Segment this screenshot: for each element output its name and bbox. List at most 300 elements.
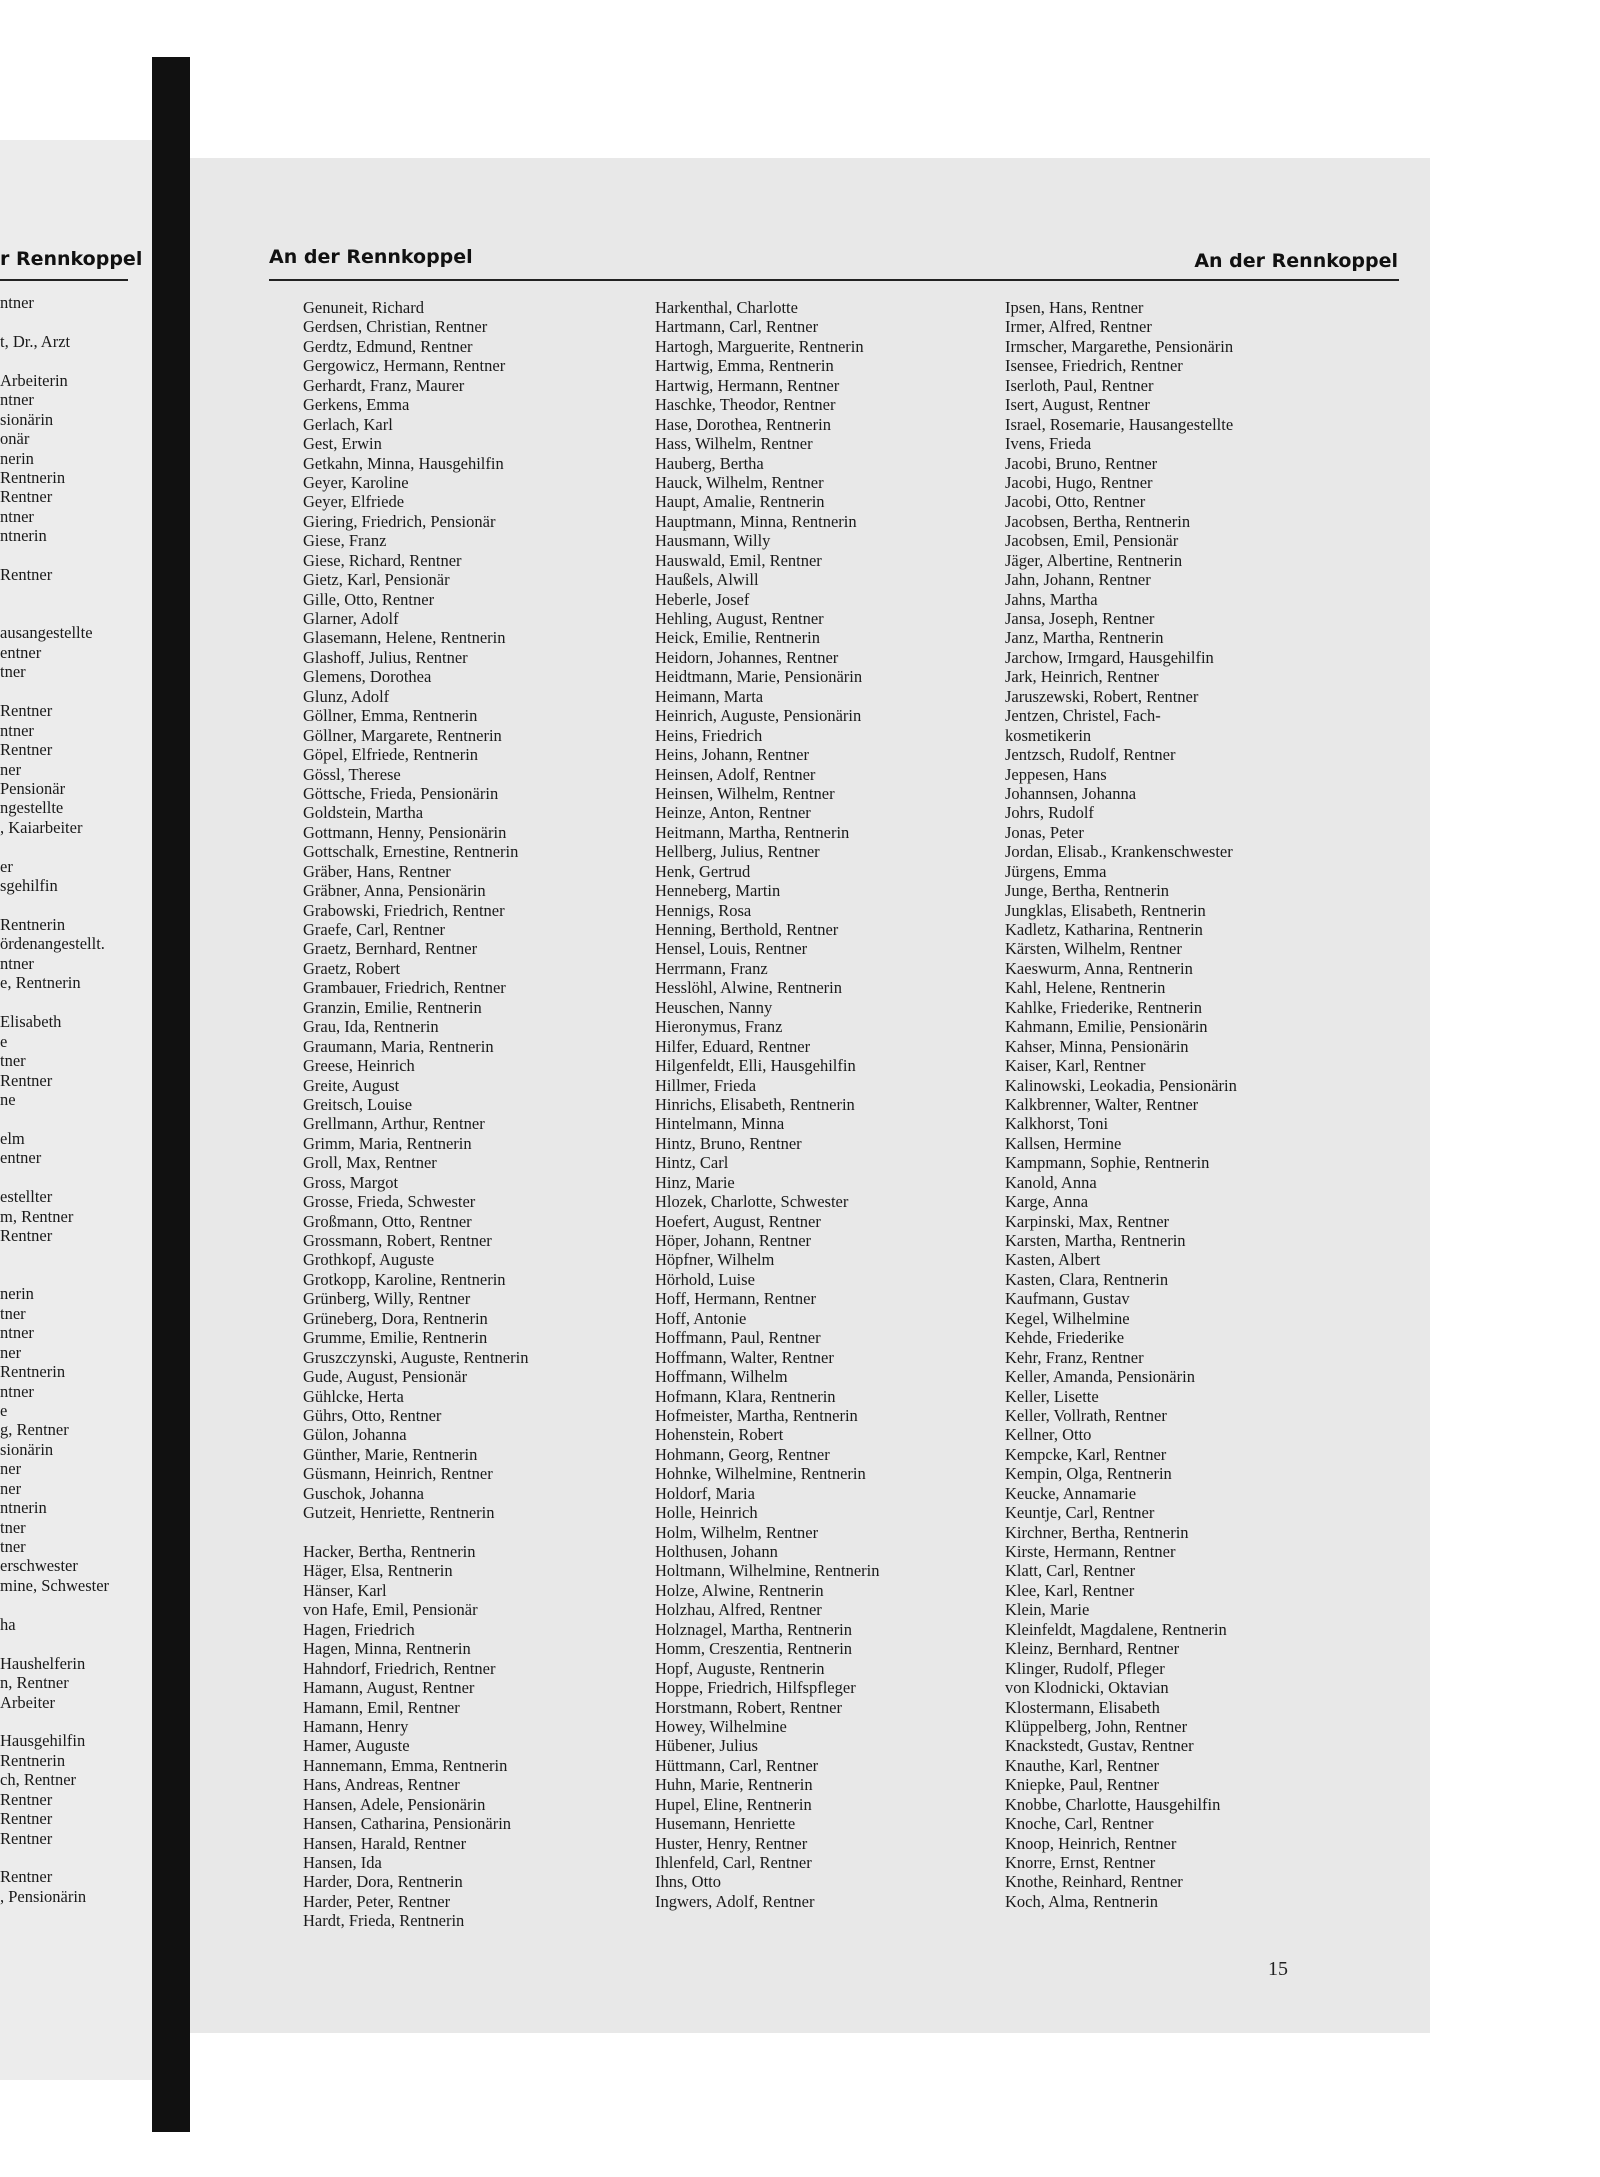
resident-entry: Hoffmann, Wilhelm	[655, 1367, 788, 1387]
resident-entry: Klein, Marie	[1005, 1600, 1090, 1620]
resident-entry: Haupt, Amalie, Rentnerin	[655, 492, 825, 512]
resident-entry: Hofmeister, Martha, Rentnerin	[655, 1405, 858, 1425]
resident-entry: Knackstedt, Gustav, Rentner	[1005, 1736, 1194, 1756]
resident-entry: Jacobi, Hugo, Rentner	[1005, 472, 1153, 492]
resident-entry: Göttsche, Frieda, Pensionärin	[303, 783, 499, 803]
resident-entry: Ipsen, Hans, Rentner	[1005, 298, 1144, 317]
resident-entry: Jahn, Johann, Rentner	[1005, 570, 1151, 590]
resident-entry: Heins, Friedrich	[655, 725, 763, 745]
resident-entry: Hans, Andreas, Rentner	[303, 1775, 460, 1795]
directory-page	[190, 158, 1430, 2033]
left-page-line: ner	[0, 1342, 22, 1362]
resident-entry: Huster, Henry, Rentner	[655, 1833, 808, 1853]
resident-entry: Jungklas, Elisabeth, Rentnerin	[1005, 900, 1206, 920]
left-page-line: entner	[0, 642, 42, 662]
resident-entry: Irmscher, Margarethe, Pensionärin	[1005, 336, 1234, 356]
resident-entry: Keller, Lisette	[1005, 1386, 1099, 1406]
resident-entry: Holze, Alwine, Rentnerin	[655, 1580, 824, 1600]
resident-entry: Kniepke, Paul, Rentner	[1005, 1775, 1159, 1795]
resident-entry: Kleinfeldt, Magdalene, Rentnerin	[1005, 1619, 1227, 1639]
resident-entry: Jacobi, Otto, Rentner	[1005, 492, 1146, 512]
resident-entry: Graumann, Maria, Rentnerin	[303, 1036, 494, 1056]
resident-entry: Klostermann, Elisabeth	[1005, 1697, 1160, 1717]
resident-entry: Keller, Vollrath, Rentner	[1005, 1405, 1167, 1425]
left-page-line: Rentner	[0, 701, 53, 721]
resident-entry: Hupel, Eline, Rentnerin	[655, 1794, 812, 1814]
resident-entry: Hardt, Frieda, Rentnerin	[303, 1911, 465, 1931]
resident-entry: Hensel, Louis, Rentner	[655, 939, 808, 959]
resident-entry: Hlozek, Charlotte, Schwester	[655, 1192, 849, 1212]
left-page-line: elm	[0, 1128, 25, 1148]
resident-entry: Hahndorf, Friedrich, Rentner	[303, 1658, 496, 1678]
left-page-line: Rentnerin	[0, 1750, 66, 1770]
resident-entry: Jonas, Peter	[1005, 822, 1084, 842]
resident-entry: Henning, Berthold, Rentner	[655, 920, 839, 939]
resident-entry: Hansen, Harald, Rentner	[303, 1833, 467, 1853]
resident-entry: Hoffmann, Walter, Rentner	[655, 1347, 834, 1367]
resident-entry: Graetz, Robert	[303, 958, 401, 978]
resident-entry: Herrmann, Franz	[655, 958, 768, 978]
resident-entry: Kadletz, Katharina, Rentnerin	[1005, 920, 1203, 939]
resident-entry: Knobbe, Charlotte, Hausgehilfin	[1005, 1794, 1221, 1814]
left-page-line: ner	[0, 1459, 22, 1479]
resident-entry: Hesslöhl, Alwine, Rentnerin	[655, 978, 842, 998]
resident-entry: Jahns, Martha	[1005, 589, 1098, 609]
resident-entry: Gutzeit, Henriette, Rentnerin	[303, 1503, 495, 1523]
resident-entry: Knoche, Carl, Rentner	[1005, 1814, 1154, 1834]
resident-entry: Großmann, Otto, Rentner	[303, 1211, 472, 1231]
resident-entry: Hansen, Catharina, Pensionärin	[303, 1814, 512, 1834]
resident-entry: Jaruszewski, Robert, Rentner	[1005, 686, 1199, 706]
resident-entry: Gerhardt, Franz, Maurer	[303, 375, 465, 395]
resident-entry: Hoff, Antonie	[655, 1308, 747, 1328]
resident-entry: Giese, Franz	[303, 531, 387, 551]
resident-entry: Kegel, Wilhelmine	[1005, 1308, 1130, 1328]
left-page-line: erschwester	[0, 1556, 78, 1576]
resident-entry: Koch, Alma, Rentnerin	[1005, 1891, 1159, 1911]
left-page-line: ntner	[0, 293, 34, 312]
resident-entry: Hamann, Emil, Rentner	[303, 1697, 460, 1717]
resident-entry: Kahlke, Friederike, Rentnerin	[1005, 997, 1203, 1017]
left-page-line: e, Rentnerin	[0, 973, 81, 993]
resident-entry: Hofmann, Klara, Rentnerin	[655, 1386, 836, 1406]
resident-entry: Glasemann, Helene, Rentnerin	[303, 628, 506, 648]
left-page-line: Rentnerin	[0, 467, 66, 487]
resident-entry: Gräber, Hans, Rentner	[303, 861, 451, 881]
resident-entry: Hagen, Minna, Rentnerin	[303, 1639, 471, 1659]
resident-entry: Jentzsch, Rudolf, Rentner	[1005, 745, 1176, 765]
resident-entry: Hehling, August, Rentner	[655, 609, 824, 628]
left-page-line: tner	[0, 662, 26, 682]
left-page-line: er	[0, 856, 13, 876]
resident-entry: Hartwig, Hermann, Rentner	[655, 375, 840, 395]
resident-entry: Kirste, Hermann, Rentner	[1005, 1542, 1176, 1561]
resident-entry: Hohnke, Wilhelmine, Rentnerin	[655, 1464, 866, 1484]
left-page-line: Rentnerin	[0, 1362, 66, 1382]
left-page-line: entner	[0, 1148, 42, 1168]
resident-entry: Grumme, Emilie, Rentnerin	[303, 1328, 488, 1348]
directory-column-2	[655, 298, 995, 1911]
resident-entry: Geyer, Elfriede	[303, 492, 405, 512]
left-page-line: Rentner	[0, 1789, 53, 1809]
resident-entry: Geyer, Karoline	[303, 472, 409, 492]
resident-entry: Hoffmann, Paul, Rentner	[655, 1328, 821, 1348]
resident-entry: Kasten, Clara, Rentnerin	[1005, 1269, 1169, 1289]
resident-entry: Hillmer, Frieda	[655, 1075, 757, 1095]
left-page-line: ausangestellte	[0, 623, 93, 643]
left-page-line: estellter	[0, 1187, 53, 1207]
left-page-line: nerin	[0, 1284, 34, 1304]
resident-entry: Göllner, Margarete, Rentnerin	[303, 725, 502, 745]
resident-entry: Horstmann, Robert, Rentner	[655, 1697, 842, 1717]
resident-entry: Kasten, Albert	[1005, 1250, 1101, 1270]
resident-entry: Kalkhorst, Toni	[1005, 1114, 1109, 1134]
resident-entry: Kallsen, Hermine	[1005, 1133, 1122, 1153]
resident-entry: Heberle, Josef	[655, 589, 750, 609]
resident-entry: Grosse, Frieda, Schwester	[303, 1192, 476, 1212]
resident-entry: Holle, Heinrich	[655, 1503, 758, 1523]
resident-entry: Holtmann, Wilhelmine, Rentnerin	[655, 1561, 880, 1581]
resident-entry: Hänser, Karl	[303, 1580, 387, 1600]
left-page-line: ntner	[0, 390, 34, 410]
resident-entry: Hauswald, Emil, Rentner	[655, 550, 822, 570]
resident-entry: Grellmann, Arthur, Rentner	[303, 1114, 485, 1134]
resident-entry: Hansen, Adele, Pensionärin	[303, 1794, 486, 1814]
left-page-line: g, Rentner	[0, 1420, 69, 1440]
resident-entry: Gottschalk, Ernestine, Rentnerin	[303, 842, 519, 862]
running-header-right: An der Rennkoppel	[1194, 250, 1398, 272]
resident-entry: Göllner, Emma, Rentnerin	[303, 706, 478, 726]
resident-entry: Ingwers, Adolf, Rentner	[655, 1891, 815, 1911]
resident-entry: Kalkbrenner, Walter, Rentner	[1005, 1094, 1199, 1114]
resident-entry: Haußels, Alwill	[655, 570, 759, 590]
left-page-rule	[0, 279, 128, 281]
resident-entry: Hamer, Auguste	[303, 1736, 410, 1756]
resident-entry: Glemens, Dorothea	[303, 667, 432, 687]
resident-entry: Harder, Peter, Rentner	[303, 1891, 451, 1911]
resident-entry: Hellberg, Julius, Rentner	[655, 842, 820, 862]
resident-entry: Heinsen, Adolf, Rentner	[655, 764, 816, 784]
resident-entry: Grau, Ida, Rentnerin	[303, 1017, 439, 1037]
resident-entry: Haschke, Theodor, Rentner	[655, 395, 836, 415]
resident-entry: Ivens, Frieda	[1005, 434, 1092, 454]
page-number: 15	[1268, 1958, 1288, 1980]
resident-entry: Jeppesen, Hans	[1005, 764, 1107, 784]
resident-entry: Hüttmann, Carl, Rentner	[655, 1755, 819, 1775]
left-page-line: ntner	[0, 1381, 34, 1401]
resident-entry: Jäger, Albertine, Rentnerin	[1005, 550, 1183, 570]
resident-entry: Grünberg, Willy, Rentner	[303, 1289, 471, 1309]
resident-entry: Kampmann, Sophie, Rentnerin	[1005, 1153, 1210, 1173]
resident-entry: Güsmann, Heinrich, Rentner	[303, 1464, 493, 1484]
resident-entry: Heinsen, Wilhelm, Rentner	[655, 783, 835, 803]
left-page-line: sgehilfin	[0, 876, 58, 896]
resident-entry: Keuntje, Carl, Rentner	[1005, 1503, 1155, 1523]
resident-entry: Karsten, Martha, Rentnerin	[1005, 1231, 1186, 1250]
resident-entry: Johannsen, Johanna	[1005, 783, 1137, 803]
left-page-line: n, Rentner	[0, 1673, 69, 1693]
left-page-line: nerin	[0, 448, 34, 468]
resident-entry: Goldstein, Martha	[303, 803, 424, 823]
resident-entry: Kaeswurm, Anna, Rentnerin	[1005, 958, 1193, 978]
resident-entry: Günther, Marie, Rentnerin	[303, 1444, 478, 1464]
left-page-line: tner	[0, 1051, 26, 1071]
header-rule	[269, 279, 1399, 281]
resident-entry: Gille, Otto, Rentner	[303, 589, 435, 609]
resident-entry: Henk, Gertrud	[655, 861, 751, 881]
resident-entry: Heinrich, Auguste, Pensionärin	[655, 706, 862, 726]
resident-entry: Heidorn, Johannes, Rentner	[655, 647, 839, 667]
running-header-left: An der Rennkoppel	[269, 246, 473, 268]
left-page-line: mine, Schwester	[0, 1575, 110, 1595]
left-page-line: ntnerin	[0, 526, 47, 546]
resident-entry: Jarchow, Irmgard, Hausgehilfin	[1005, 647, 1214, 667]
resident-entry: Kaufmann, Gustav	[1005, 1289, 1130, 1309]
left-page-header: r Rennkoppel	[0, 248, 143, 270]
resident-entry: Husemann, Henriette	[655, 1814, 796, 1834]
resident-entry: Gross, Margot	[303, 1172, 399, 1192]
left-page-line: ördenangestellt.	[0, 934, 105, 954]
resident-entry: Klinger, Rudolf, Pfleger	[1005, 1658, 1165, 1678]
resident-entry: Israel, Rosemarie, Hausangestellte	[1005, 414, 1234, 434]
resident-entry: Isensee, Friedrich, Rentner	[1005, 356, 1183, 376]
resident-entry: Giese, Richard, Rentner	[303, 550, 462, 570]
resident-entry: Hamann, August, Rentner	[303, 1678, 475, 1698]
left-page-line: Rentner	[0, 1828, 53, 1848]
resident-entry: Graefe, Carl, Rentner	[303, 920, 446, 939]
resident-entry: Heins, Johann, Rentner	[655, 745, 809, 765]
resident-entry: Gülon, Johanna	[303, 1425, 407, 1445]
resident-entry: Hoefert, August, Rentner	[655, 1211, 821, 1231]
left-page-line: ne	[0, 1089, 16, 1109]
resident-entry: Hinrichs, Elisabeth, Rentnerin	[655, 1094, 855, 1114]
resident-entry: Hennigs, Rosa	[655, 900, 752, 920]
resident-entry: Kahl, Helene, Rentnerin	[1005, 978, 1166, 998]
resident-entry: Johrs, Rudolf	[1005, 803, 1094, 823]
resident-entry: Gest, Erwin	[303, 434, 382, 454]
resident-entry: Greese, Heinrich	[303, 1056, 415, 1076]
resident-entry: Klatt, Carl, Rentner	[1005, 1561, 1136, 1581]
resident-entry: Glashoff, Julius, Rentner	[303, 647, 468, 667]
resident-entry: Hartwig, Emma, Rentnerin	[655, 356, 834, 376]
resident-entry: Huhn, Marie, Rentnerin	[655, 1775, 813, 1795]
resident-entry: Hoppe, Friedrich, Hilfspfleger	[655, 1678, 856, 1698]
resident-entry: Graetz, Bernhard, Rentner	[303, 939, 478, 959]
resident-entry: Hinz, Marie	[655, 1172, 735, 1192]
resident-entry: Granzin, Emilie, Rentnerin	[303, 997, 482, 1017]
resident-entry: Kellner, Otto	[1005, 1425, 1092, 1445]
resident-entry: Heitmann, Martha, Rentnerin	[655, 822, 850, 842]
resident-entry: Groll, Max, Rentner	[303, 1153, 437, 1173]
directory-column-3	[1005, 298, 1415, 1911]
resident-entry: Karge, Anna	[1005, 1192, 1089, 1212]
resident-entry: Hartmann, Carl, Rentner	[655, 317, 819, 337]
resident-entry: Gruszczynski, Auguste, Rentnerin	[303, 1347, 529, 1367]
left-page-line: Rentner	[0, 1809, 53, 1829]
resident-entry: Höpfner, Wilhelm	[655, 1250, 775, 1270]
left-page-line: Rentnerin	[0, 915, 66, 934]
resident-entry: Grothkopf, Auguste	[303, 1250, 435, 1270]
left-page-line: ner	[0, 759, 22, 779]
resident-entry: Knauthe, Karl, Rentner	[1005, 1755, 1159, 1775]
resident-entry: Kehde, Friederike	[1005, 1328, 1125, 1348]
resident-entry: Hauberg, Bertha	[655, 453, 764, 473]
resident-entry: Heimann, Marta	[655, 686, 764, 706]
resident-entry: Irmer, Alfred, Rentner	[1005, 317, 1152, 337]
resident-entry: Kleinz, Bernhard, Rentner	[1005, 1639, 1180, 1659]
left-page-line: ner	[0, 1478, 22, 1498]
resident-entry: Gerdtz, Edmund, Rentner	[303, 336, 473, 356]
resident-entry: kosmetikerin	[1005, 725, 1092, 745]
left-page-line: Arbeiter	[0, 1692, 55, 1712]
resident-entry: Kirchner, Bertha, Rentnerin	[1005, 1522, 1189, 1542]
resident-entry: Klüppelberg, John, Rentner	[1005, 1716, 1188, 1736]
resident-entry: Gössl, Therese	[303, 764, 401, 784]
resident-entry: Gude, August, Pensionär	[303, 1367, 468, 1387]
resident-entry: Homm, Creszentia, Rentnerin	[655, 1639, 853, 1659]
resident-entry: Henneberg, Martin	[655, 881, 781, 901]
left-page-line: tner	[0, 1517, 26, 1537]
left-page-line: ntner	[0, 506, 34, 526]
resident-entry: Kahmann, Emilie, Pensionärin	[1005, 1017, 1208, 1037]
left-page-line: tner	[0, 1303, 26, 1323]
resident-entry: Jacobsen, Bertha, Rentnerin	[1005, 511, 1191, 531]
resident-entry: Hausmann, Willy	[655, 531, 771, 551]
left-page-line: ha	[0, 1614, 16, 1634]
left-page-line: e	[0, 1400, 8, 1420]
left-page-line: Rentner	[0, 740, 53, 760]
resident-entry: Hieronymus, Franz	[655, 1017, 783, 1037]
resident-entry: Hilgenfeldt, Elli, Hausgehilfin	[655, 1056, 856, 1076]
resident-entry: Grotkopp, Karoline, Rentnerin	[303, 1269, 506, 1289]
resident-entry: Glunz, Adolf	[303, 686, 390, 706]
resident-entry: Harder, Dora, Rentnerin	[303, 1872, 463, 1892]
resident-entry: Gerdsen, Christian, Rentner	[303, 317, 488, 337]
resident-entry: Hoff, Hermann, Rentner	[655, 1289, 816, 1309]
resident-entry: Heick, Emilie, Rentnerin	[655, 628, 820, 648]
resident-entry: Kalinowski, Leokadia, Pensionärin	[1005, 1075, 1237, 1095]
book-spine	[152, 57, 190, 2132]
resident-entry: Kempcke, Karl, Rentner	[1005, 1444, 1167, 1464]
resident-entry: Hintelmann, Minna	[655, 1114, 785, 1134]
resident-entry: Gottmann, Henny, Pensionärin	[303, 822, 507, 842]
resident-entry: Greite, August	[303, 1075, 400, 1095]
resident-entry: Kanold, Anna	[1005, 1172, 1097, 1192]
resident-entry: Hohenstein, Robert	[655, 1425, 784, 1445]
resident-entry: Hintz, Bruno, Rentner	[655, 1133, 802, 1153]
resident-entry: Guschok, Johanna	[303, 1483, 424, 1503]
resident-entry: Knoop, Heinrich, Rentner	[1005, 1833, 1177, 1853]
resident-entry: Hübener, Julius	[655, 1736, 758, 1756]
resident-entry: Keller, Amanda, Pensionärin	[1005, 1367, 1195, 1387]
resident-entry: Grabowski, Friedrich, Rentner	[303, 900, 505, 920]
resident-entry: Holznagel, Martha, Rentnerin	[655, 1619, 853, 1639]
resident-entry: Göpel, Elfriede, Rentnerin	[303, 745, 479, 765]
left-page-line: Rentner	[0, 1867, 53, 1887]
resident-entry: Hannemann, Emma, Rentnerin	[303, 1755, 508, 1775]
resident-entry: Gietz, Karl, Pensionär	[303, 570, 450, 590]
resident-entry: Jentzen, Christel, Fach-	[1005, 706, 1161, 726]
left-page-line: m, Rentner	[0, 1206, 74, 1226]
resident-entry: Hass, Wilhelm, Rentner	[655, 434, 813, 454]
left-page-line: Hausgehilfin	[0, 1731, 86, 1751]
resident-entry: Holthusen, Johann	[655, 1542, 778, 1561]
resident-entry: Grimm, Maria, Rentnerin	[303, 1133, 472, 1153]
resident-entry: Grambauer, Friedrich, Rentner	[303, 978, 506, 998]
left-page-line: tner	[0, 1537, 26, 1556]
resident-entry: Hase, Dorothea, Rentnerin	[655, 414, 831, 434]
left-page-line: Elisabeth	[0, 1012, 62, 1032]
resident-entry: Gührs, Otto, Rentner	[303, 1405, 442, 1425]
resident-entry: Howey, Wilhelmine	[655, 1716, 787, 1736]
resident-entry: Heidtmann, Marie, Pensionärin	[655, 667, 863, 687]
resident-entry: Kärsten, Wilhelm, Rentner	[1005, 939, 1182, 959]
resident-entry: von Hafe, Emil, Pensionär	[303, 1600, 478, 1620]
resident-entry: Höper, Johann, Rentner	[655, 1231, 812, 1250]
resident-entry: Iserloth, Paul, Rentner	[1005, 375, 1154, 395]
resident-entry: Jordan, Elisab., Krankenschwester	[1005, 842, 1233, 862]
resident-entry: Janz, Martha, Rentnerin	[1005, 628, 1164, 648]
resident-entry: von Klodnicki, Oktavian	[1005, 1678, 1169, 1698]
resident-entry: Hörhold, Luise	[655, 1269, 755, 1289]
resident-entry: Greitsch, Louise	[303, 1094, 413, 1114]
resident-entry: Kehr, Franz, Rentner	[1005, 1347, 1144, 1367]
resident-entry: Hintz, Carl	[655, 1153, 729, 1173]
left-page-line: ntnerin	[0, 1498, 47, 1518]
resident-entry: Heinze, Anton, Rentner	[655, 803, 811, 823]
left-page-line: ntner	[0, 720, 34, 740]
left-page-line: sionärin	[0, 409, 54, 429]
resident-entry: Ihns, Otto	[655, 1872, 721, 1892]
resident-entry: Gerlach, Karl	[303, 414, 393, 434]
resident-entry: Kaiser, Karl, Rentner	[1005, 1056, 1146, 1076]
resident-entry: Hauptmann, Minna, Rentnerin	[655, 511, 857, 531]
resident-entry: Gerkens, Emma	[303, 395, 410, 415]
resident-entry	[303, 1523, 643, 1542]
resident-entry: Heuschen, Nanny	[655, 997, 773, 1017]
left-page-line: onär	[0, 429, 30, 449]
resident-entry: Holzhau, Alfred, Rentner	[655, 1600, 822, 1620]
resident-entry: Jansa, Joseph, Rentner	[1005, 609, 1155, 628]
left-page-line: Rentner	[0, 565, 53, 585]
resident-entry: Giering, Friedrich, Pensionär	[303, 511, 496, 531]
resident-entry: Hopf, Auguste, Rentnerin	[655, 1658, 825, 1678]
left-page-line: ntner	[0, 1323, 34, 1343]
resident-entry: Hauck, Wilhelm, Rentner	[655, 472, 824, 492]
left-page-line: , Pensionärin	[0, 1886, 87, 1906]
resident-entry: Jürgens, Emma	[1005, 861, 1107, 881]
resident-entry: Häger, Elsa, Rentnerin	[303, 1561, 453, 1581]
resident-entry: Hamann, Henry	[303, 1716, 409, 1736]
left-page-line: Rentner	[0, 487, 53, 507]
resident-entry: Holm, Wilhelm, Rentner	[655, 1522, 819, 1542]
resident-entry: Hagen, Friedrich	[303, 1619, 415, 1639]
left-page-line: ngestellte	[0, 798, 64, 818]
resident-entry: Hacker, Bertha, Rentnerin	[303, 1542, 476, 1561]
resident-entry: Junge, Bertha, Rentnerin	[1005, 881, 1170, 901]
directory-column-1	[303, 298, 643, 1931]
resident-entry: Hohmann, Georg, Rentner	[655, 1444, 830, 1464]
resident-entry: Ihlenfeld, Carl, Rentner	[655, 1853, 812, 1872]
left-page-line: e	[0, 1031, 8, 1051]
resident-entry: Kahser, Minna, Pensionärin	[1005, 1036, 1189, 1056]
resident-entry: Karpinski, Max, Rentner	[1005, 1211, 1170, 1231]
left-page-line: Rentner	[0, 1070, 53, 1090]
resident-entry: Hansen, Ida	[303, 1853, 382, 1872]
resident-entry: Klee, Karl, Rentner	[1005, 1580, 1135, 1600]
resident-entry: Holdorf, Maria	[655, 1483, 755, 1503]
left-page-line: Haushelferin	[0, 1653, 86, 1673]
